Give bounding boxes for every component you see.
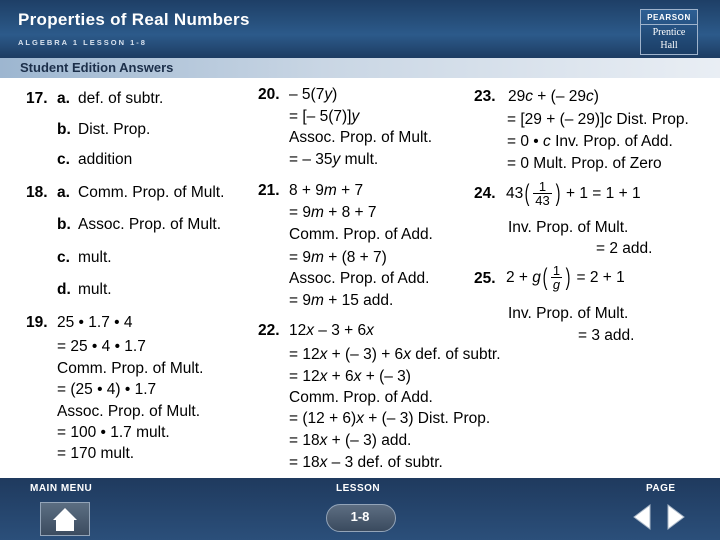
arrow-left-icon[interactable] [628,502,656,532]
home-icon [41,503,89,535]
problem-19-line: Comm. Prop. of Mult. [57,360,204,377]
problem-24-number: 24. [474,185,496,202]
problem-24-line: = 2 add. [596,240,653,257]
page-label: PAGE [646,483,676,494]
problem-18c-text: mult. [78,249,112,266]
answers-content [0,80,720,478]
right-paren: ) [565,263,571,291]
problem-19-line: = 25 • 4 • 1.7 [57,338,146,355]
problem-17a-text: def. of subtr. [78,90,164,107]
problem-18a-text: Comm. Prop. of Mult. [78,184,225,201]
problem-17c-letter: c. [57,151,70,168]
logo-pearson-text: PEARSON [641,10,697,25]
problem-22-line: = 12x + 6x + (– 3) [289,368,411,385]
fraction-1-over-43: $\frac{1}{43}$ [535,179,550,209]
problem-18c-letter: c. [57,249,70,266]
problem-22-line: = (12 + 6)x + (– 3) Dist. Prop. [289,410,491,427]
problem-25-number: 25. [474,270,496,287]
problem-19-line: Assoc. Prop. of Mult. [57,403,200,420]
problem-19-line: = 100 • 1.7 mult. [57,424,170,441]
lesson-subtitle: ALGEBRA 1 LESSON 1-8 [18,38,147,47]
fraction-1-over-g: $\frac{1}{g}$ [552,263,561,293]
problem-23-number: 23. [474,88,496,105]
main-menu-button[interactable] [40,502,90,536]
problem-20-line: = [– 5(7)]y [289,108,360,125]
problem-22-line: = 18x + (– 3) add. [289,432,412,449]
problem-20-line: Assoc. Prop. of Mult. [289,129,432,146]
problem-19-line: = (25 • 4) • 1.7 [57,381,157,398]
lesson-label: LESSON [336,483,381,494]
problem-18-number: 18. [26,184,48,201]
problem-18a-letter: a. [57,184,70,201]
problem-21-line: = 9m + 8 + 7 [289,204,377,221]
problem-25-line: = 3 add. [578,327,635,344]
page-title: Properties of Real Numbers [18,10,250,29]
arrow-right-icon[interactable] [662,502,690,532]
lesson-number: 1-8 [350,509,370,524]
problem-22-line: Comm. Prop. of Add. [289,389,433,406]
problem-17-number: 17. [26,90,48,107]
problem-23-line: = 0 Mult. Prop. of Zero [507,155,662,172]
logo-prentice-text: Prentice [652,27,686,38]
problem-21-number: 21. [258,182,280,199]
problem-22-line: 12x – 3 + 6x [289,322,374,339]
problem-22-line: = 18x – 3 def. of subtr. [289,454,443,471]
main-menu-label: MAIN MENU [30,483,93,494]
problem-24-line: Inv. Prop. of Mult. [508,219,629,236]
problem-18b-letter: b. [57,216,71,233]
problem-23-line: = [29 + (– 29)]c Dist. Prop. [507,111,689,128]
problem-21-line: 8 + 9m + 7 [289,182,364,199]
problem-24-equation: 43( $\frac{1}{43}$ ) + 1 = 1 + 1 [506,179,641,209]
problem-23-line: 29c + (– 29c) [508,88,599,105]
problem-20-line: = – 35y mult. [289,151,379,168]
problem-21-line: = 9m + (8 + 7) [289,249,387,266]
problem-20-number: 20. [258,86,280,103]
problem-22-line: = 12x + (– 3) + 6x def. of subtr. [289,346,501,363]
problem-18b-text: Assoc. Prop. of Mult. [78,216,221,233]
problem-25-line: Inv. Prop. of Mult. [508,305,629,322]
problem-25-equation: 2 + g( $\frac{1}{g}$ ) = 2 + 1 [506,263,625,293]
problem-21-line: Comm. Prop. of Add. [289,226,433,243]
problem-19-line: = 170 mult. [57,445,135,462]
problem-23-line: = 0 • c Inv. Prop. of Add. [507,133,673,150]
right-paren: ) [555,179,561,207]
problem-18d-letter: d. [57,281,71,298]
problem-19-line: 25 • 1.7 • 4 [57,314,133,331]
left-paren: ( [542,263,548,291]
problem-18d-text: mult. [78,281,112,298]
left-paren: ( [524,179,530,207]
problem-17b-letter: b. [57,121,71,138]
problem-21-line: = 9m + 15 add. [289,292,394,309]
problem-17b-text: Dist. Prop. [78,121,151,138]
problem-20-line: – 5(7y) [289,86,338,103]
section-title: Student Edition Answers [20,60,174,75]
problem-17c-text: addition [78,151,133,168]
problem-21-line: Assoc. Prop. of Add. [289,270,430,287]
problem-17a-letter: a. [57,90,70,107]
logo-hall-text: Hall [660,40,678,51]
problem-19-number: 19. [26,314,48,331]
pearson-logo [640,9,698,55]
problem-22-number: 22. [258,322,280,339]
